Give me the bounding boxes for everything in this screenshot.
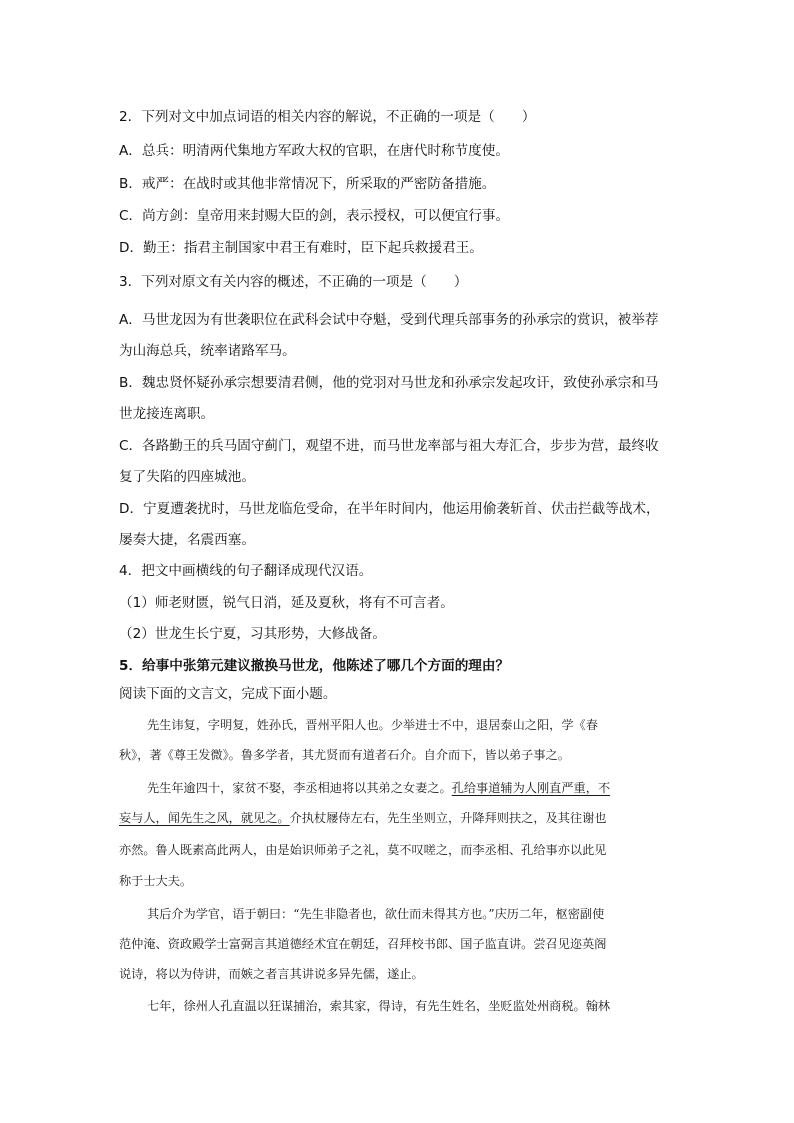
question-3-option-d-line1: D．宁夏遭袭扰时，马世龙临危受命，在半年时间内，他运用偷袭斩首、伏击拦截等战术， [119,501,660,517]
passage-p4-line1: 七年，徐州人孔直温以狂谋捕治，索其家，得诗，有先生姓名，坐贬监处州商税。翰林 [147,999,611,1013]
question-2-stem: 2．下列对文中加点词语的相关内容的解说，不正确的一项是（ ） [119,109,536,125]
question-3-stem: 3．下列对原文有关内容的概述，不正确的一项是（ ） [119,274,468,290]
question-3-option-c-line2: 复了失陷的四座城池。 [119,469,255,485]
passage-p3-line1: 其后介为学官，语于朝曰：“先生非隐者也，欲仕而未得其方也。”庆历二年，枢密副使 [147,907,605,921]
question-3-option-d-line2: 屡奏大捷，名震西塞。 [119,532,255,548]
passage-p3-line2: 范仲淹、资政殿学士富弼言其道德经术宜在朝廷，召拜校书郎、国子监直讲。尝召见迩英阁 [119,937,607,951]
passage-p1-line1: 先生讳复，字明复，姓孙氏，晋州平阳人也。少举进士不中，退居泰山之阳，学《春 [147,718,598,732]
passage-p1-line2: 秋》，著《尊王发微》。鲁多学者，其尤贤而有道者石介。自介而下，皆以弟子事之。 [119,748,570,762]
question-3-option-c-line1: C．各路勤王的兵马固守蓟门，观望不进，而马世龙率部与祖大寿汇合，步步为营，最终收 [119,438,659,454]
question-5-stem: 5．给事中张第元建议撤换马世龙，他陈述了哪几个方面的理由？ [119,658,510,674]
question-2-option-d: D．勤王：指君主制国家中君王有难时，臣下起兵救援君王。 [119,240,483,256]
question-3-option-b-line1: B．魏忠贤怀疑孙承宗想要清君侧，他的党羽对马世龙和孙承宗发起攻讦，致使孙承宗和马 [119,375,659,391]
passage-p2-line2-plain: 介执杖屦侍左右，先生坐则立，升降拜则扶之，及其往谢也 [289,811,607,825]
passage-p2-line3: 亦然。鲁人既素高此两人，由是始识师弟子之礼，莫不叹嗟之，而李丞相、孔给事亦以此见 [119,843,607,857]
passage-underlined-sentence-part1: 孔给事道辅为人刚直严重，不 [451,781,611,795]
passage-p2-line1-plain: 先生年逾四十，家贫不娶，李丞相迪将以其弟之女妻之。 [147,781,452,795]
passage-p2-line4: 称于士大夫。 [119,874,193,888]
question-4-item-1: （1）师老财匮，锐气日消，延及夏秋，将有不可言者。 [119,595,454,611]
passage-p2-line2 [119,808,679,828]
question-3-option-a-line1: A．马世龙因为有世袭职位在武科会试中夺魁，受到代理兵部事务的孙承宗的赏识，被举荐 [119,312,659,328]
question-2-option-b: B．戒严：在战时或其他非常情况下，所采取的严密防备措施。 [119,176,496,192]
passage-p2-line1 [147,778,679,798]
question-3-option-a-line2: 为山海总兵，统率诸路军马。 [119,343,296,359]
question-2-option-a: A．总兵：明清两代集地方军政大权的官职，在唐代时称节度使。 [119,143,509,159]
reading-instruction: 阅读下面的文言文，完成下面小题。 [119,686,337,702]
question-4-stem: 4．把文中画横线的句子翻译成现代汉语。 [119,563,373,579]
question-3-option-b-line2: 世龙接连离职。 [119,406,215,422]
passage-p3-line3: 说诗，将以为侍讲，而嫉之者言其讲说多异先儒，遂止。 [119,967,424,981]
passage-underlined-sentence-part2: 妄与人，闻先生之风，就见之。 [119,811,290,825]
question-4-item-2: （2）世龙生长宁夏，习其形势，大修战备。 [119,626,386,642]
question-2-option-c: C．尚方剑：皇帝用来封赐大臣的剑，表示授权，可以便宜行事。 [119,208,510,224]
